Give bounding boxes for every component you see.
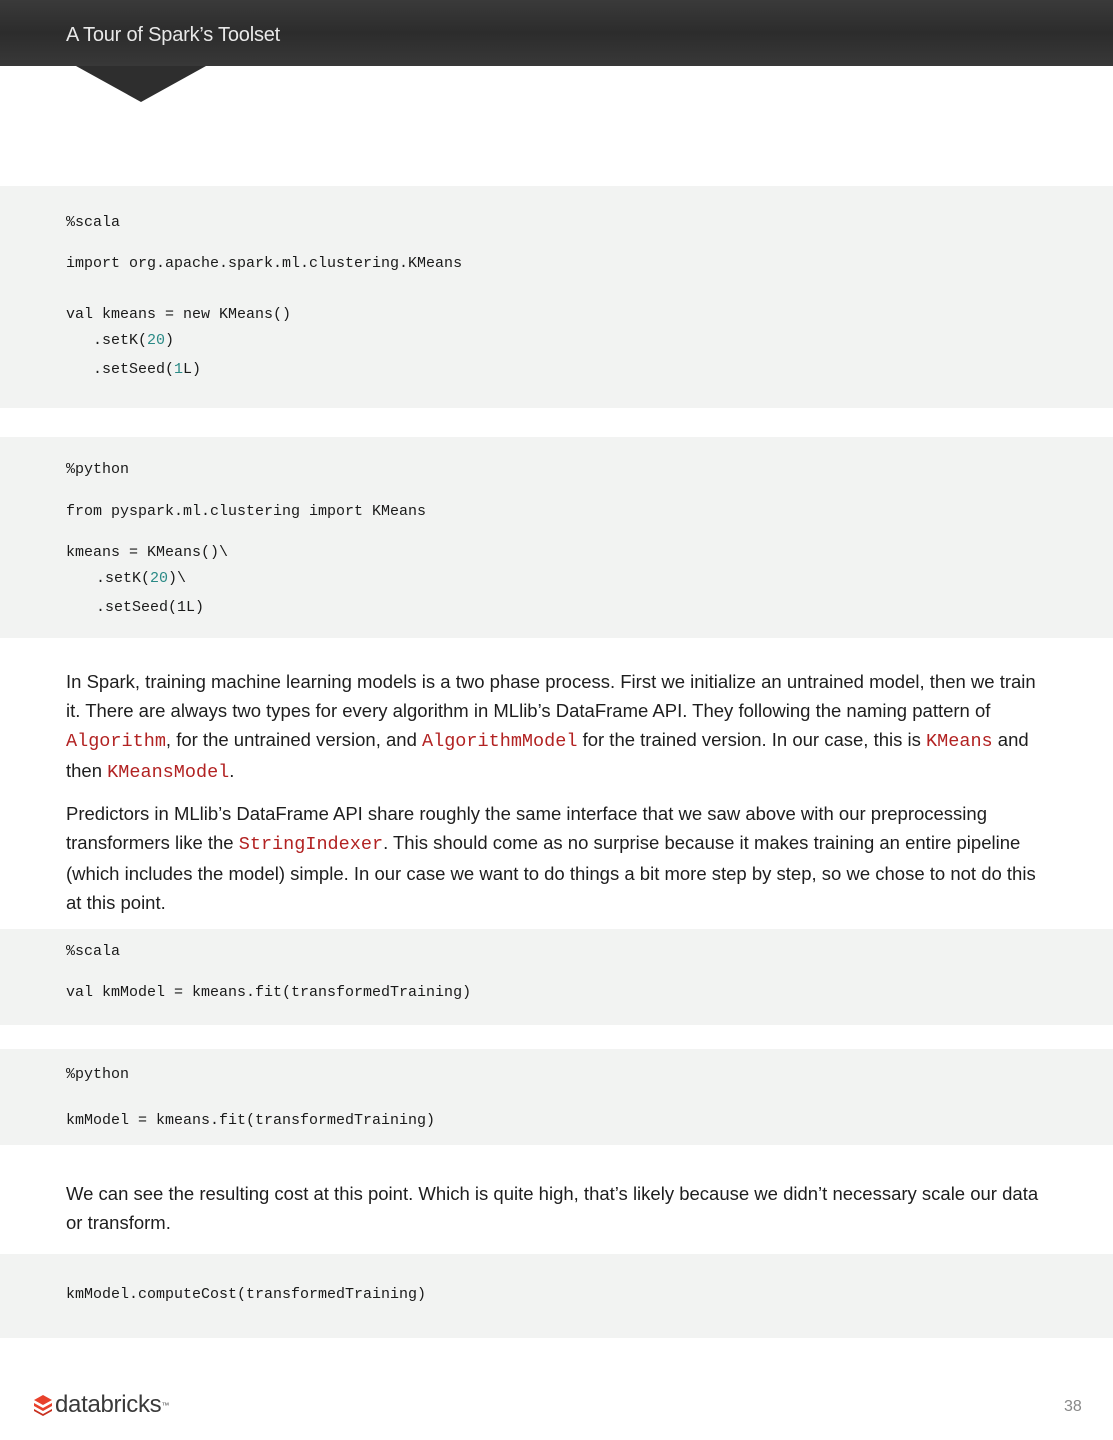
code-line: val kmModel = kmeans.fit(transformedTraining) (66, 984, 472, 1001)
code-line: %scala (66, 943, 121, 960)
header-title: A Tour of Spark’s Toolset (66, 24, 281, 46)
code-block-scala-fit (0, 929, 1113, 1025)
paragraph-text: In Spark, training machine learning models is a two phase process. First we initialize an untrained model, then we train it. There are always two types for every algorithm in MLlib’s DataFrame API. They following the naming pattern of (66, 671, 1036, 721)
code-number: 1 (174, 361, 184, 378)
code-number: 20 (150, 570, 169, 587)
paragraph-text: for the trained version. In our case, this is (577, 729, 927, 750)
code-block-scala-kmeans (0, 186, 1113, 408)
code-token: .setSeed( (66, 361, 175, 378)
code-block-python-kmeans (0, 437, 1113, 638)
logo-trademark: ™ (161, 1400, 170, 1410)
code-token: )\ (168, 570, 187, 587)
code-block-compute-cost (0, 1254, 1113, 1338)
code-token: ) (165, 332, 175, 349)
code-line (66, 332, 174, 349)
logo-wordmark: databricks (55, 1391, 162, 1418)
code-line: %scala (66, 214, 121, 231)
code-block-python-fit (0, 1049, 1113, 1145)
databricks-logo (33, 1390, 169, 1420)
code-line: %python (66, 461, 130, 478)
code-line: kmModel.computeCost(transformedTraining) (66, 1286, 427, 1303)
body-paragraph: We can see the resulting cost at this point. Which is quite high, that’s likely because we didn’t necessary scale our data or transform. (66, 1183, 1039, 1233)
code-line: kmModel = kmeans.fit(transformedTraining) (66, 1112, 436, 1129)
code-line: val kmeans = new KMeans() (66, 306, 292, 323)
inline-code: KMeansModel (107, 762, 230, 783)
page-header (0, 0, 1113, 66)
paragraph-text: . (229, 760, 235, 781)
paragraph-text: . This should come as no surprise because it makes training an entire pipeline (which includes the model) simple. In our case we want to do things a bit more step by step, so we chose to not do this at this point. (66, 832, 1036, 913)
paragraph-text: Predictors in MLlib’s DataFrame API share roughly the same interface that we saw above with our preprocessing transformers like the (66, 803, 987, 853)
paragraph-text: and then (66, 729, 1029, 781)
page-number: 38 (1064, 1398, 1082, 1415)
inline-code: KMeans (926, 731, 993, 752)
code-number: 20 (147, 332, 166, 349)
inline-code: Algorithm (66, 731, 166, 752)
body-paragraph (66, 799, 1051, 917)
code-line: kmeans = KMeans()\ (66, 544, 229, 561)
inline-code: AlgorithmModel (422, 731, 578, 752)
paragraph-text: , for the untrained version, and (165, 729, 422, 750)
code-token: .setK( (69, 570, 151, 587)
inline-code: StringIndexer (238, 834, 384, 855)
header-tab-decoration (76, 66, 206, 102)
code-line: .setSeed(1L) (69, 599, 205, 616)
code-line (66, 361, 201, 378)
code-line: %python (66, 1066, 130, 1083)
body-paragraph (66, 667, 1051, 787)
code-line (69, 570, 186, 587)
code-token: L) (183, 361, 202, 378)
code-line: import org.apache.spark.ml.clustering.KMeans (66, 255, 463, 272)
code-line: from pyspark.ml.clustering import KMeans (66, 503, 427, 520)
code-token: .setK( (66, 332, 148, 349)
databricks-logo-icon (33, 1394, 53, 1416)
